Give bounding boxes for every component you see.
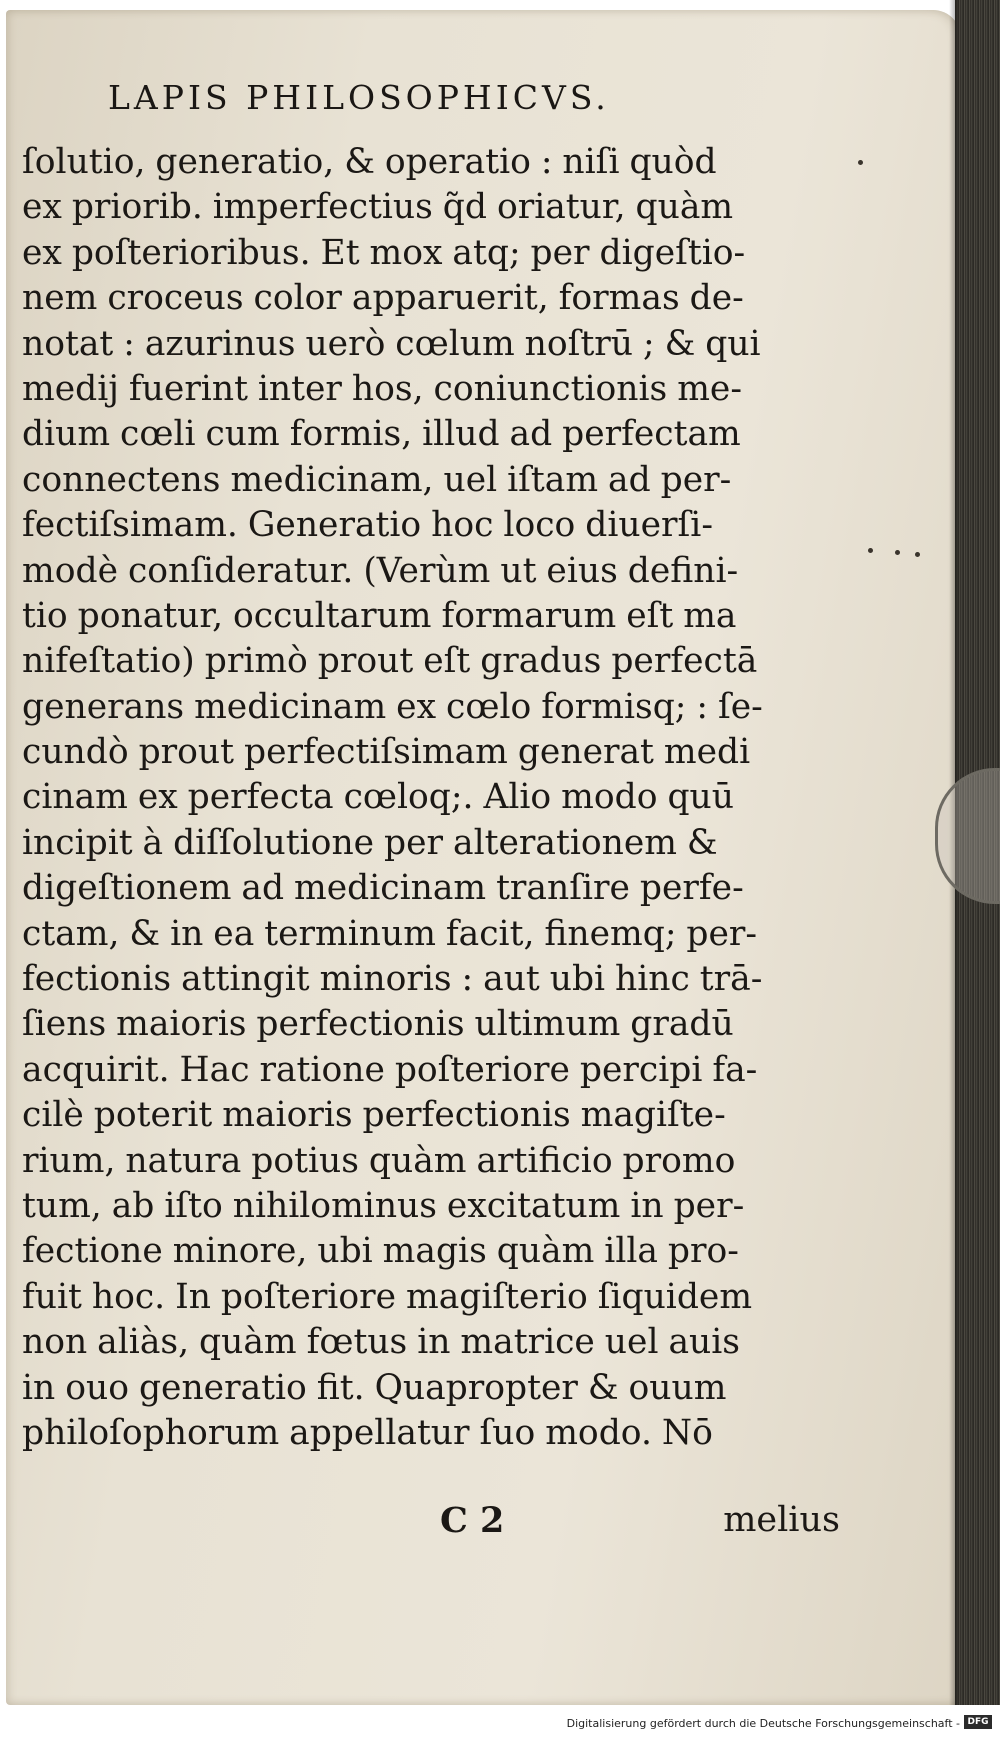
text-line: ſolutio, generatio, & operatio : niſi quòd [22, 142, 717, 182]
text-line: connectens medicinam, uel iſtam ad per- [22, 459, 732, 500]
body-text [22, 140, 797, 1456]
signature-mark: C 2 [440, 1500, 505, 1541]
text-line: fectionis attingit minoris : aut ubi hinc trā- [22, 959, 763, 1000]
text-line: cilè poterit maioris perfectionis magiſte- [22, 1095, 726, 1136]
text-line: ex priorib. imperfectius q̃d oriatur, quàm [22, 187, 734, 228]
text-line: cinam ex perfecta cœloq;. Alio modo quū [22, 777, 734, 818]
text-line: ex poſterioribus. Et mox atq; per digeſtio- [22, 232, 746, 273]
text-line: ſiens maioris perfectionis ultimum gradū [22, 1004, 734, 1045]
running-head: LAPIS PHILOSOPHICVS. [108, 78, 610, 117]
ink-spot [915, 552, 920, 557]
text-line: nifeſtatio) primò prout eſt gradus perfectā [22, 641, 758, 682]
catchword: melius [723, 1500, 840, 1540]
text-line: medij fuerint inter hos, coniunctionis me- [22, 368, 743, 409]
text-line: generans medicinam ex cœlo formisq; : ſe- [22, 686, 763, 727]
funding-credit: Digitalisierung gefördert durch die Deutsche Forschungsgemeinschaft - [566, 1717, 960, 1730]
digitization-footer [0, 1705, 1000, 1743]
page-foot [440, 1500, 840, 1550]
text-line: digeſtionem ad medicinam tranſire perfe- [22, 868, 744, 909]
text-line: rium, natura potius quàm artificio promo [22, 1140, 736, 1181]
ink-spot [858, 160, 863, 165]
text-line: ctam, & in ea terminum facit, finemq; per- [22, 913, 758, 954]
dfg-logo: DFG [964, 1715, 992, 1729]
text-line: cundò prout perfectiſsimam generat medi [22, 732, 751, 773]
text-line: philoſophorum appellatur ſuo modo. Nō [22, 1412, 713, 1453]
text-line: modè conſideratur. (Verùm ut eius defini- [22, 550, 739, 591]
text-line: fuit hoc. In poſteriore magiſterio ſiquidem [22, 1276, 753, 1317]
text-line: acquirit. Hac ratione poſteriore percipi fa- [22, 1049, 758, 1090]
text-line: non aliàs, quàm fœtus in matrice uel auis [22, 1322, 740, 1363]
text-line: fectiſsimam. Generatio hoc loco diuerſi- [22, 505, 714, 546]
text-line: fectione minore, ubi magis quàm illa pro- [22, 1231, 739, 1272]
text-line: tio ponatur, occultarum formarum eſt ma [22, 595, 737, 636]
ink-spot [895, 550, 900, 555]
text-line: dium cœli cum formis, illud ad perfectam [22, 414, 741, 455]
text-line: incipit à diſſolutione per alterationem & [22, 822, 718, 863]
text-line: notat : azurinus uerò cœlum noſtrū ; & qui [22, 323, 761, 364]
text-line: in ouo generatio fit. Quapropter & ouum [22, 1367, 727, 1408]
text-line: tum, ab iſto nihilominus excitatum in per- [22, 1185, 745, 1226]
text-line: nem croceus color apparuerit, formas de- [22, 278, 744, 319]
ink-spot [868, 548, 873, 553]
